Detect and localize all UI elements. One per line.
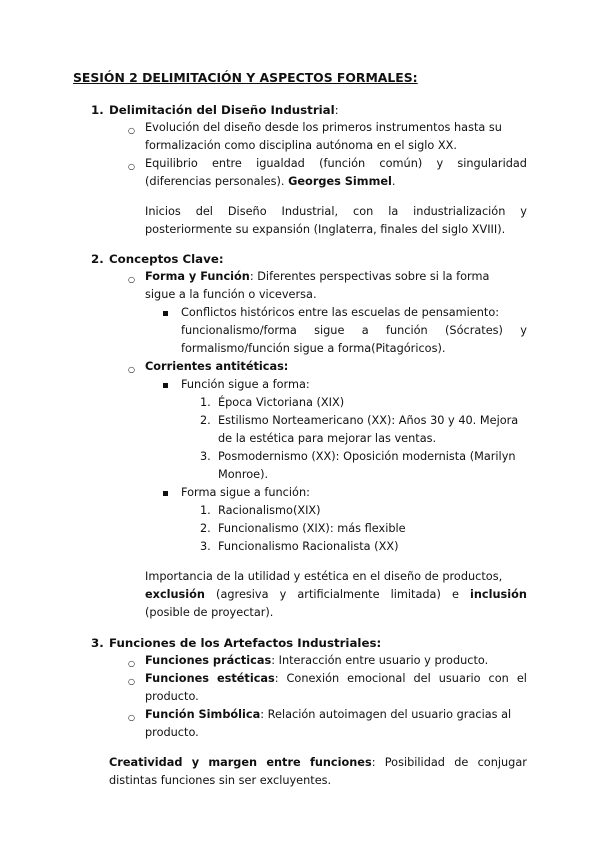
fsfn-item-3-text: Funcionalismo Racionalista (XX) <box>218 540 399 553</box>
fsf-item-2-line-2: de la estética para mejorar las ventas. <box>218 432 437 445</box>
s1-bullet-2-line-2: (diferencias personales). Georges Simmel. <box>145 175 396 188</box>
s3-funcion-simbolica-line-2: producto. <box>145 726 199 739</box>
s3-funciones-esteticas-line-2: producto. <box>145 690 199 703</box>
section-2-heading: Conceptos Clave: <box>109 252 224 266</box>
author-name: Georges Simmel <box>288 175 392 188</box>
s3-funcion-simbolica-line-1: Función Simbólica: Relación autoimagen del usuario gracias al <box>145 708 512 721</box>
section-2-number: 2. <box>91 252 104 266</box>
fsf-item-2-line-1: Estilismo Norteamericano (XX): Años 30 y 40. Mejora <box>218 414 519 427</box>
s2-conflictos-line-2: funcionalismo/forma sigue a función (Sócrates) y <box>181 324 527 337</box>
bullet-square-icon <box>163 304 168 322</box>
section-1-heading: Delimitación del Diseño Industrial: <box>109 103 339 117</box>
bullet-circle-icon: ○ <box>128 275 135 284</box>
s2-funcion-sigue-forma: Función sigue a forma: <box>181 378 310 391</box>
s2-corrientes-heading: Corrientes antitéticas: <box>145 360 289 373</box>
fsf-item-3-line-1: Posmodernismo (XX): Oposición modernista (Marilyn <box>218 450 516 463</box>
bullet-square-icon <box>163 484 168 502</box>
bullet-circle-icon: ○ <box>128 713 135 722</box>
page-title: SESIÓN 2 DELIMITACIÓN Y ASPECTOS FORMALES: <box>73 70 418 85</box>
bullet-circle-icon: ○ <box>128 365 135 374</box>
bullet-circle-icon: ○ <box>128 677 135 686</box>
fsf-item-1-number: 1. <box>200 396 211 409</box>
s2-forma-funcion-line-1: Forma y Función: Diferentes perspectivas sobre si la forma <box>145 270 490 283</box>
s2-forma-funcion-line-2: sigue a la función o viceversa. <box>145 288 317 301</box>
s1-paragraph-line-1: Inicios del Diseño Industrial, con la industrialización y <box>145 205 527 218</box>
fsfn-item-1-number: 1. <box>200 504 211 517</box>
bullet-square-icon <box>163 376 168 394</box>
bullet-circle-icon: ○ <box>128 659 135 668</box>
fsf-item-3-line-2: Monroe). <box>218 468 269 481</box>
fsf-item-3-number: 3. <box>200 450 211 463</box>
s2-conflictos-line-1: Conflictos históricos entre las escuelas de pensamiento: <box>181 306 500 319</box>
s2-importancia-line-1: Importancia de la utilidad y estética en el diseño de productos, <box>145 570 503 583</box>
fsfn-item-1-text: Racionalismo(XIX) <box>218 504 321 517</box>
fsfn-item-2-text: Funcionalismo (XIX): más flexible <box>218 522 406 535</box>
section-3-number: 3. <box>91 636 104 650</box>
section-3-heading: Funciones de los Artefactos Industriales: <box>109 636 382 650</box>
s1-bullet-2-line-1: Equilibrio entre igualdad (función común) y singularidad <box>145 157 527 170</box>
s2-importancia-line-2: exclusión (agresiva y artificialmente limitada) e inclusión <box>145 588 527 601</box>
s2-forma-sigue-funcion: Forma sigue a función: <box>181 486 310 499</box>
section-1-number: 1. <box>91 103 104 117</box>
s1-bullet-1-line-1: Evolución del diseño desde los primeros instrumentos hasta su <box>145 121 502 134</box>
fsf-item-2-number: 2. <box>200 414 211 427</box>
fsf-item-1-text: Época Victoriana (XIX) <box>218 396 345 409</box>
s3-funciones-practicas: Funciones prácticas: Interacción entre usuario y producto. <box>145 654 489 667</box>
s3-funciones-esteticas-line-1: Funciones estéticas: Conexión emocional del usuario con el <box>145 672 527 685</box>
bullet-circle-icon: ○ <box>128 126 135 135</box>
s1-paragraph-line-2: posteriormente su expansión (Inglaterra, finales del siglo XVIII). <box>145 223 506 236</box>
s3-creatividad-line-2: distintas funciones sin ser excluyentes. <box>109 774 332 787</box>
s2-importancia-line-3: (posible de proyectar). <box>145 606 274 619</box>
fsfn-item-3-number: 3. <box>200 540 211 553</box>
s3-creatividad-line-1: Creatividad y margen entre funciones: Posibilidad de conjugar <box>109 756 527 769</box>
s1-bullet-1-line-2: formalización como disciplina autónoma en el siglo XX. <box>145 139 457 152</box>
bullet-circle-icon: ○ <box>128 162 135 171</box>
fsfn-item-2-number: 2. <box>200 522 211 535</box>
s2-conflictos-line-3: formalismo/función sigue a forma(Pitagóricos). <box>181 342 446 355</box>
